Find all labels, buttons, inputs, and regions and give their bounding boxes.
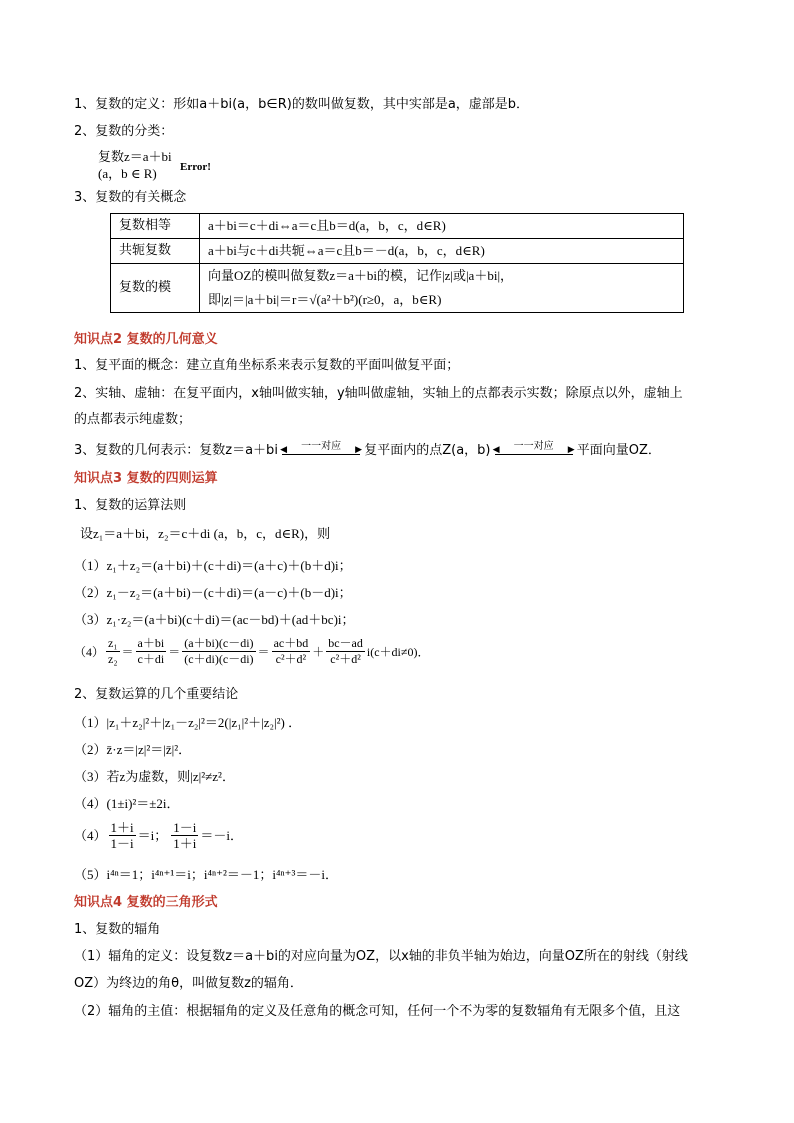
section-title-k3: 知识点3 复数的四则运算: [74, 471, 218, 486]
definition-line: 1、复数的定义：形如a＋bi(a，b∈R)的数叫做复数，其中实部是a，虚部是b．: [74, 97, 530, 112]
k2-geometric-b: 复平面内的点Z(a，b): [364, 443, 491, 458]
k2-geometric-c: 平面向量OZ．: [576, 443, 661, 458]
table-cell-modulus: [200, 264, 684, 313]
k2-axes-a: 2、实轴、虚轴：在复平面内，x轴叫做实轴，y轴叫做虚轴，实轴上的点都表示实数；除原点以外，虚轴上: [74, 386, 683, 401]
k3-c2: （2）z̄·z＝|z|²＝|z̄|²．: [74, 742, 192, 757]
k3-set: 设z₁＝a＋bi，z₂＝c＋di (a，b，c，d∈R)，则: [80, 526, 331, 541]
k4-principal: （2）辐角的主值：根据辐角的定义及任意角的概念可知，任何一个不为零的复数辐角有无限多个值，且这: [74, 1004, 681, 1019]
k4-def-a: （1）辐角的定义：设复数z＝a＋bi的对应向量为OZ，以x轴的非负半轴为始边，向量OZ所在的射线（射线: [74, 949, 688, 964]
table-cell-conjugate: a＋bi与c＋di共轭⇔a＝c且b＝－d(a，b，c，d∈R): [200, 239, 684, 264]
k3-add: （1）z₁＋z₂＝(a＋bi)＋(c＋di)＝(a＋c)＋(b＋d)i；: [74, 558, 352, 573]
k3-c5: （4） $\frac{1+i}{1-i}$ ＝i； $\frac{1-i}{1+i}$ ＝－i．: [74, 820, 244, 851]
k3-c4: （4）(1±i)²＝±2i．: [74, 796, 180, 811]
k3-div: （4） $\frac{\text{z₁}}{\text{z₂}}$ ＝ $\frac{a+bi}{c+di}$ ＝ $\frac{(a+bi)(c-di)}{(c+di)(c-di)}$ ＝ $\frac{ac+bd}{\text{c²＋d²}}$ ＋ $\frac{bc-ad}{\text{c²＋d²}}$ i(c＋di≠0)．: [74, 636, 430, 666]
k4-def-b: OZ）为终边的角θ，叫做复数z的辐角．: [74, 976, 303, 991]
k3-c3: （3）若z为虚数，则|z|²≠z²．: [74, 769, 235, 784]
table-header-equal: 复数相等: [111, 214, 200, 239]
table-row: [111, 214, 684, 239]
k4-argument-heading: 1、复数的辐角: [74, 922, 161, 937]
table-row: [111, 239, 684, 264]
classification-range: (a，b ∈ R): [98, 166, 157, 181]
modulus-line-2: 即|z|＝|a＋bi|＝r＝√(a²＋b²)(r≥0，a，b∈R): [208, 292, 442, 307]
table-header-modulus: 复数的模: [111, 264, 200, 313]
section-title-k4: 知识点4 复数的三角形式: [74, 895, 218, 910]
classification-heading: 2、复数的分类：: [74, 124, 174, 139]
section-title-k2: 知识点2 复数的几何意义: [74, 332, 218, 347]
k2-geometric-a: 3、复数的几何表示：复数z＝a＋bi: [74, 443, 278, 458]
bijection-arrow: 一一对应 ◀ ▶: [492, 440, 575, 455]
k3-mul: （3）z₁·z₂＝(a＋bi)(c＋di)＝(ac－bd)＋(ad＋bc)i；: [74, 612, 355, 627]
table-header-conjugate: 共轭复数: [111, 239, 200, 264]
k2-geometric: [74, 442, 661, 460]
k3-c1: （1）|z₁＋z₂|²＋|z₁－z₂|²＝2(|z₁|²＋|z₂|²) ．: [74, 715, 302, 730]
table-cell-equal: a＋bi＝c＋di⇔a＝c且b＝d(a，b，c，d∈R): [200, 214, 684, 239]
classification-formula: 复数z＝a＋bi: [98, 149, 172, 164]
concepts-table: [110, 213, 684, 313]
bijection-arrow: 一一对应 ◀ ▶: [280, 440, 363, 455]
concepts-heading: 3、复数的有关概念: [74, 190, 187, 205]
k2-axes-b: 的点都表示纯虚数；: [74, 412, 192, 427]
k2-plane: 1、复平面的概念：建立直角坐标系来表示复数的平面叫做复平面；: [74, 358, 460, 373]
k3-rules-heading: 1、复数的运算法则: [74, 498, 187, 513]
k3-c6: （5）i⁴ⁿ＝1；i⁴ⁿ⁺¹＝i；i⁴ⁿ⁺²＝－1；i⁴ⁿ⁺³＝－i．: [74, 867, 338, 882]
k3-conclusions-heading: 2、复数运算的几个重要结论: [74, 687, 239, 702]
k3-sub: （2）z₁－z₂＝(a＋bi)－(c＋di)＝(a－c)＋(b－d)i；: [74, 585, 352, 600]
table-row: [111, 264, 684, 313]
modulus-line-1: 向量OZ的模叫做复数z＝a＋bi的模，记作|z|或|a＋bi|，: [208, 268, 514, 283]
error-text: Error!: [180, 161, 211, 173]
